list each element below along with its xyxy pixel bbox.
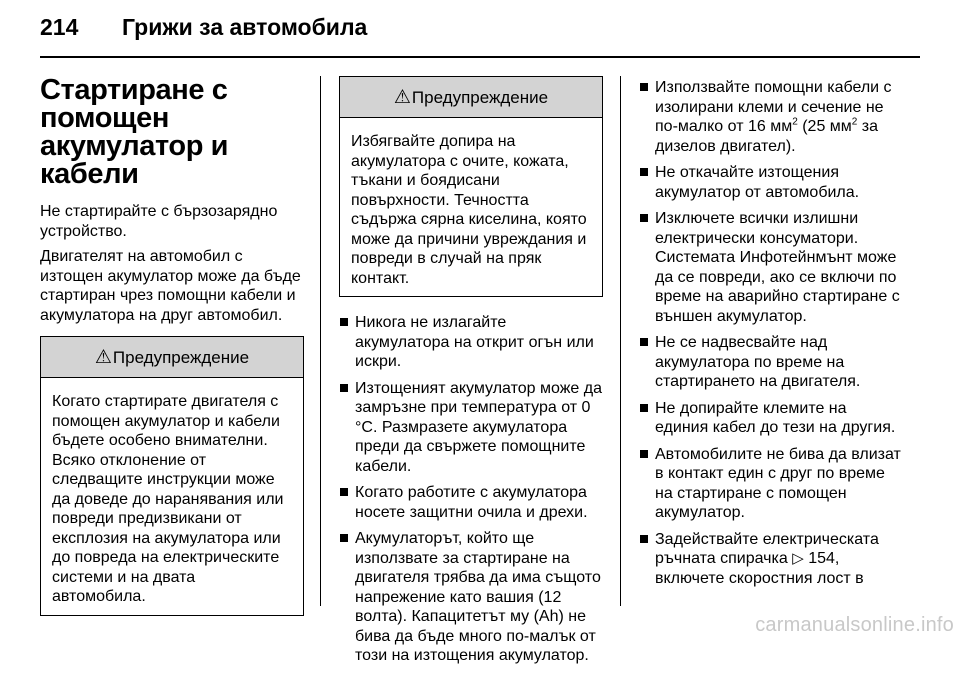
superscript: 2 [792, 116, 798, 128]
warning-box [40, 336, 304, 616]
bullet-icon [640, 83, 648, 91]
column-2 [339, 76, 603, 673]
bullet-icon [340, 488, 348, 496]
bullet-icon [340, 384, 348, 392]
list-item-text: Никога не излагайте акумулатора на открит огън или искри. [355, 314, 594, 370]
column-divider-left [320, 76, 321, 606]
warning-box [339, 76, 603, 297]
list-item [339, 483, 603, 522]
warning-title: Предупреждение [411, 87, 549, 107]
bullet-icon [640, 404, 648, 412]
page-title: Грижи за автомобила [122, 14, 368, 40]
list-item [639, 399, 904, 438]
list-item-text: Акумулаторът, който ще използвате за стартиране на двигателя трябва да има същото напрежение като вашия (12 волта). Капацитетът му (Ah) не бива да бъде много по-малък от този на изтощения акумулатор. [355, 530, 601, 664]
section-heading: Стартиране с помощен акумулатор и кабели [40, 74, 229, 190]
bullet-icon [340, 534, 348, 542]
text-segment: Използвайте помощни кабели с изолирани клеми и сечение не по-малко от 16 мм [655, 79, 892, 135]
instruction-list [639, 78, 904, 588]
list-item [639, 445, 904, 523]
bullet-icon [640, 535, 648, 543]
list-item-text [655, 79, 892, 155]
list-item [639, 333, 904, 392]
list-item-text: Когато работите с акумулатора носете защитни очила и дрехи. [355, 484, 588, 521]
bullet-icon [340, 318, 348, 326]
column-3 [639, 76, 904, 595]
list-item [339, 529, 603, 666]
warning-title: Предупреждение [112, 347, 250, 367]
page-reference-icon: ▷ [792, 550, 804, 567]
warning-header [41, 337, 303, 378]
column-divider-right [620, 76, 621, 606]
warning-text: Когато стартирате двигателя с помощен акумулатор и кабели бъдете особено внимателни. Всяко отклонение от следващите инструкции може да доведе до наранявания или повреди предизвикани от експлозия на акумулатора или до повреда на електрическите системи и на двата автомобила. [52, 393, 284, 605]
list-item [639, 78, 904, 156]
text-segment: Задействайте електрическата ръчната спирачка [655, 530, 879, 567]
text-segment: за дизелов двигател). [655, 118, 879, 155]
list-item [339, 379, 603, 477]
bullet-icon [640, 338, 648, 346]
warning-triangle-icon: ⚠ [94, 346, 112, 368]
bullet-icon [640, 214, 648, 222]
instruction-list [339, 313, 603, 666]
page-header [40, 14, 920, 48]
paragraph: Не стартирайте с бързозарядно устройство. [40, 203, 278, 240]
list-item-text: Не допирайте клемите на единия кабел до тези на другия. [655, 399, 896, 436]
list-item [639, 530, 904, 589]
list-item-text: Изключете всички излишни електрически консуматори. Системата Инфотейнмънт може да се повреди, ако се включи по време на аварийно стартиране с външен акумулатор. [655, 210, 900, 325]
watermark-text: carmanualsonline.info [755, 614, 954, 636]
column-1 [40, 76, 304, 616]
list-item-text: Не откачайте изтощения акумулатор от автомобила. [655, 164, 860, 201]
page-reference-link[interactable]: 154 [808, 550, 835, 567]
list-item [339, 313, 603, 372]
warning-header [340, 77, 602, 118]
text-segment: , включете скоростния лост в [655, 550, 864, 587]
warning-triangle-icon: ⚠ [393, 86, 411, 108]
text-segment: (25 мм [797, 118, 852, 135]
bullet-icon [640, 450, 648, 458]
list-item-text: Не се надвесвайте над акумулатора по време на стартирането на двигателя. [655, 334, 861, 390]
list-item-text: Изтощеният акумулатор може да замръзне при температура от 0 °C. Размразете акумулатора преди да свържете помощните кабели. [355, 379, 602, 475]
list-item-text: Автомобилите не бива да влизат в контакт един с друг по време на стартиране с помощен акумулатор. [655, 445, 901, 521]
bullet-icon [640, 168, 648, 176]
list-item [639, 209, 904, 326]
superscript: 2 [851, 116, 858, 128]
warning-text: Избягвайте допира на акумулатора с очите, кожата, тъкани и боядисани повърхности. Течността съдържа сярна киселина, която може да причини увреждания и повреди в случай на пряк контакт. [351, 133, 587, 287]
list-item [639, 163, 904, 202]
header-rule [40, 56, 920, 58]
page-number: 214 [40, 14, 79, 40]
list-item-text [655, 531, 879, 587]
paragraph: Двигателят на автомобил с изтощен акумулатор може да бъде стартиран чрез помощни кабели и акумулатора на друг автомобил. [40, 248, 301, 324]
